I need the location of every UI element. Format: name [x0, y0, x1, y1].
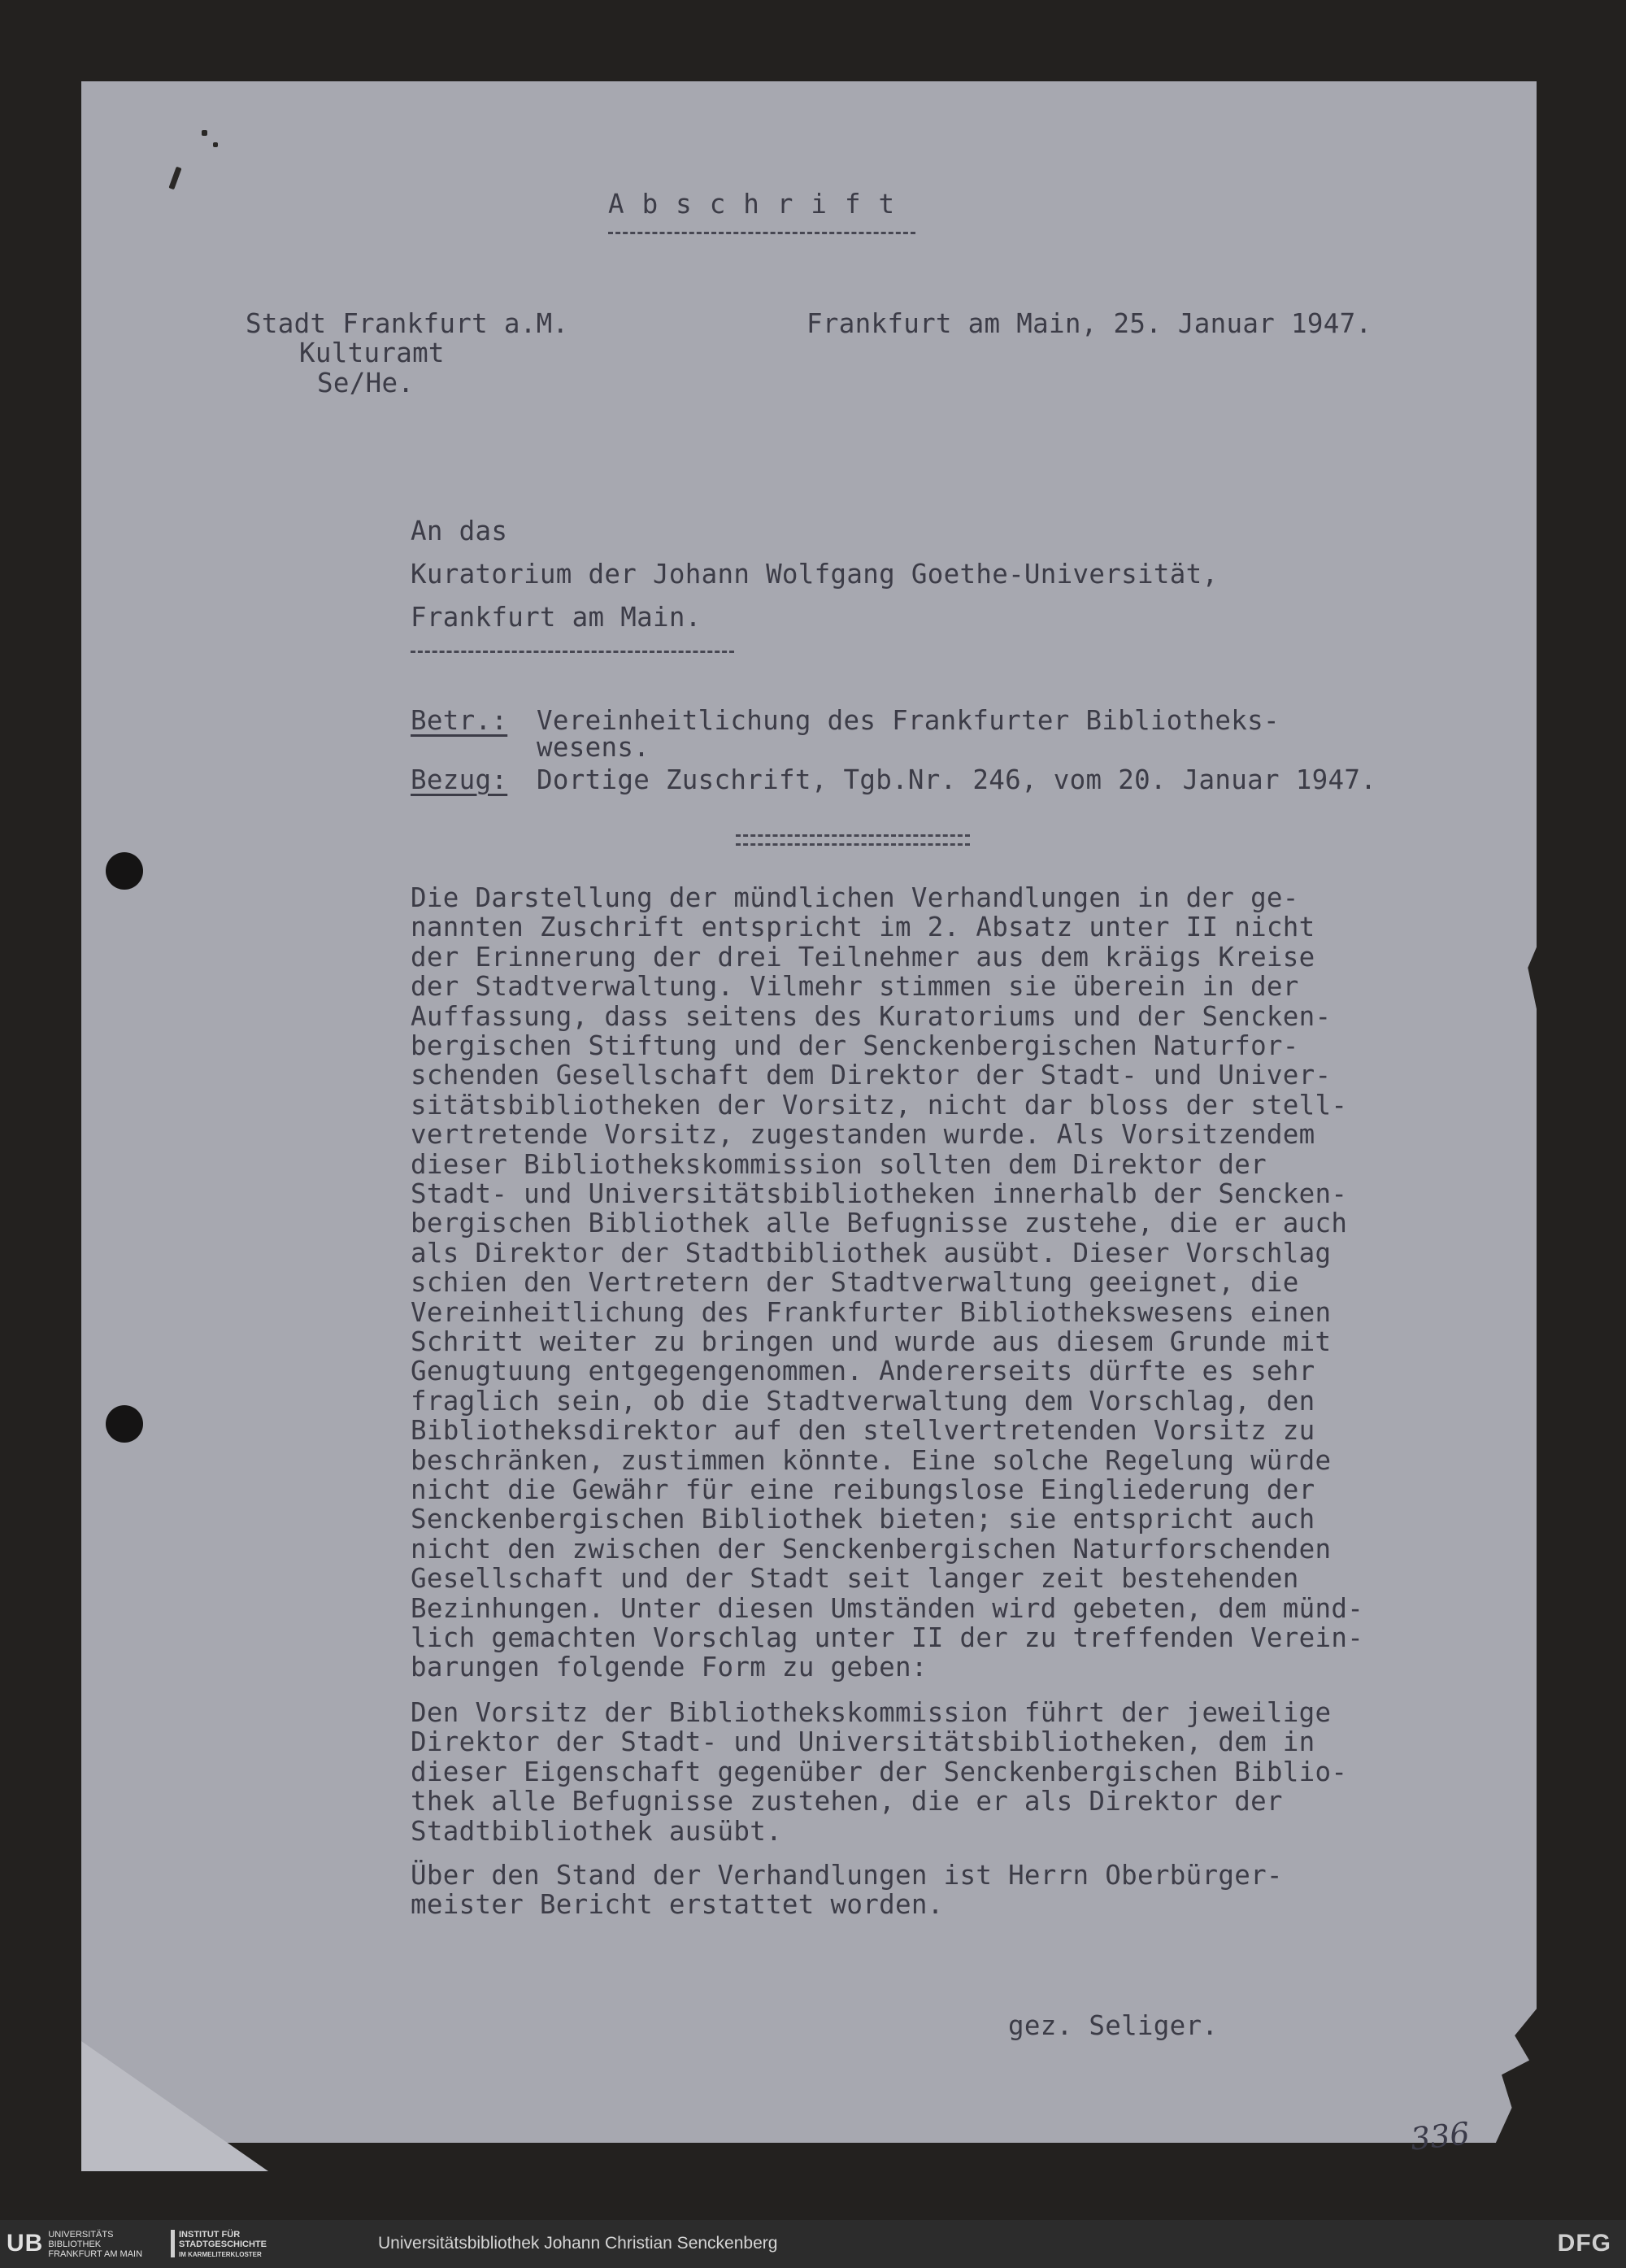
text-line: fraglich sein, ob die Stadtverwaltung dem Vorschlag, den — [411, 1385, 1315, 1417]
text-line: Senckenbergischen Bibliothek bieten; sie entspricht auch — [411, 1504, 1315, 1535]
separator — [736, 834, 970, 846]
footer-bar — [0, 2220, 1626, 2268]
institute-caption: STADTGESCHICHTE — [179, 2240, 267, 2249]
ink-mark — [213, 142, 218, 147]
text-line: beschränken, zustimmen könnte. Eine solche Regelung würde — [411, 1444, 1332, 1476]
text-line: barungen folgende Form zu geben: — [411, 1652, 928, 1683]
text-line: Den Vorsitz der Bibliothekskommission führt der jeweilige — [411, 1697, 1332, 1728]
subject-line: wesens. — [537, 732, 650, 763]
text-line: Schritt weiter zu bringen und wurde aus diesem Grunde mit — [411, 1326, 1332, 1357]
ub-caption: FRANKFURT AM MAIN — [48, 2249, 143, 2260]
text-line: Stadt- und Universitätsbibliotheken innerhalb der Sencken- — [411, 1178, 1348, 1209]
recipient-line: Frankfurt am Main. — [411, 602, 702, 633]
recipient-line: Kuratorium der Johann Wolfgang Goethe-Universität, — [411, 559, 1219, 590]
text-line: dieser Eigenschaft gegenüber der Senckenbergischen Biblio- — [411, 1756, 1348, 1787]
reference-text: Dortige Zuschrift, Tgb.Nr. 246, vom 20. Januar 1947. — [537, 764, 1377, 795]
ink-mark — [202, 130, 207, 136]
text-line: lich gemachten Vorschlag unter II der zu treffenden Verein- — [411, 1622, 1364, 1653]
title-underline — [608, 232, 915, 234]
institute-caption: INSTITUT FÜR — [179, 2230, 241, 2240]
institute-logo — [179, 2230, 267, 2260]
text-line: Gesellschaft und der Stadt seit langer zeit bestehenden — [411, 1563, 1299, 1595]
recipient-line: An das — [411, 516, 508, 546]
institute-icon — [171, 2230, 175, 2257]
document-title: Abschrift — [608, 189, 913, 220]
text-line: bergischen Bibliothek alle Befugnisse zustehe, die er auch — [411, 1208, 1348, 1239]
text-line: dieser Bibliothekskommission sollten dem Direktor der — [411, 1148, 1267, 1180]
library-name: Universitätsbibliothek Johann Christian Senckenberg — [378, 2234, 778, 2253]
text-line: Über den Stand der Verhandlungen ist Herrn Oberbürger- — [411, 1860, 1283, 1891]
page-number: 336 — [1408, 2115, 1472, 2157]
text-line: thek alle Befugnisse zustehen, die er als Direktor der — [411, 1786, 1283, 1817]
text-line: Genugtuung entgegengenommen. Andererseits dürfte es sehr — [411, 1356, 1315, 1387]
sender-line: Kulturamt — [299, 337, 445, 368]
dfg-logo: DFG — [1557, 2230, 1611, 2257]
text-line: sitätsbibliotheken der Vorsitz, nicht dar bloss der stell- — [411, 1089, 1348, 1121]
subject-line: Vereinheitlichung des Frankfurter Bibliotheks- — [537, 705, 1280, 736]
text-line: Stadtbibliothek ausübt. — [411, 1815, 782, 1847]
text-line: bergischen Stiftung und der Senckenbergischen Naturfor- — [411, 1030, 1299, 1061]
text-line: Direktor der Stadt- und Universitätsbibliotheken, dem in — [411, 1726, 1315, 1758]
text-line: meister Bericht erstattet worden. — [411, 1889, 944, 1921]
text-line: Vereinheitlichung des Frankfurter Bibliothekswesens einen — [411, 1296, 1332, 1328]
text-line: Die Darstellung der mündlichen Verhandlungen in der ge- — [411, 882, 1299, 913]
text-line: als Direktor der Stadtbibliothek ausübt. Dieser Vorschlag — [411, 1237, 1332, 1269]
text-line: Bezinhungen. Unter diesen Umständen wird gebeten, dem münd- — [411, 1592, 1364, 1624]
text-line: nicht den zwischen der Senckenbergischen Naturforschenden — [411, 1533, 1332, 1565]
recipient-underline — [411, 651, 734, 653]
signature: gez. Seliger. — [1008, 2010, 1219, 2041]
punch-hole-lower — [106, 1405, 143, 1443]
sender-line: Se/He. — [317, 368, 415, 398]
text-line: nicht die Gewähr für eine reibungslose Eingliederung der — [411, 1474, 1315, 1505]
ub-caption: UNIVERSITÄTS — [48, 2230, 114, 2240]
punch-hole-upper — [106, 852, 143, 890]
text-line: schenden Gesellschaft dem Direktor der Stadt- und Univer- — [411, 1060, 1332, 1091]
text-line: Bibliotheksdirektor auf den stellvertretenden Vorsitz zu — [411, 1415, 1315, 1447]
reference-label: Bezug: — [411, 764, 508, 795]
ub-logo-text: UB — [7, 2230, 44, 2257]
ub-caption: BIBLIOTHEK — [48, 2240, 102, 2250]
text-line: vertretende Vorsitz, zugestanden wurde. Als Vorsitzendem — [411, 1119, 1315, 1151]
text-line: der Erinnerung der drei Teilnehmer aus dem kräigs Kreise — [411, 941, 1315, 973]
text-line: der Stadtverwaltung. Vilmehr stimmen sie überein in der — [411, 971, 1299, 1003]
place-date: Frankfurt am Main, 25. Januar 1947. — [806, 308, 1372, 339]
sender-line: Stadt Frankfurt a.M. — [246, 308, 569, 339]
text-line: schien den Vertretern der Stadtverwaltung geeignet, die — [411, 1267, 1299, 1299]
subject-label: Betr.: — [411, 705, 508, 736]
text-line: nannten Zuschrift entspricht im 2. Absatz unter II nicht — [411, 912, 1315, 943]
text-line: Auffassung, dass seitens des Kuratoriums und der Sencken- — [411, 1000, 1332, 1032]
institute-caption: IM KARMELITERKLOSTER — [179, 2251, 262, 2258]
ub-logo — [7, 2230, 142, 2259]
